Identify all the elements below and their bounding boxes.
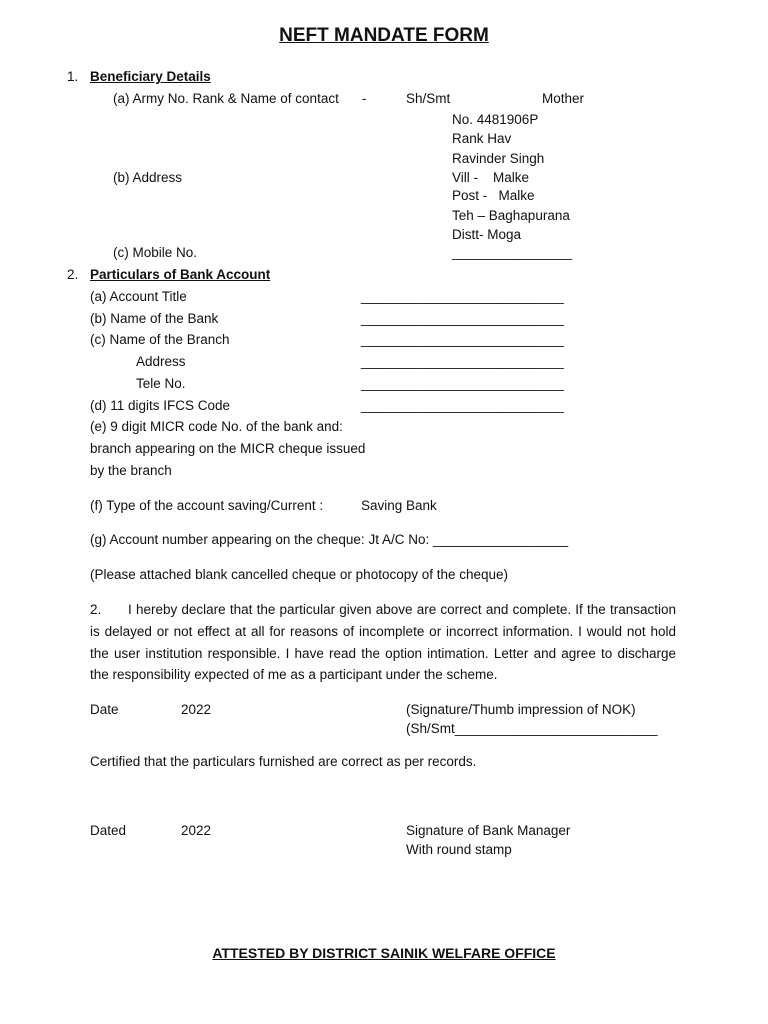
bank-name-blank[interactable]: ___________________________ [361, 311, 564, 326]
section2-heading: Particulars of Bank Account [90, 267, 271, 282]
section1-heading: Beneficiary Details [90, 69, 211, 84]
tele-no-blank[interactable]: ___________________________ [361, 376, 564, 391]
date-value: 2022 [181, 702, 212, 717]
branch-name-label: (c) Name of the Branch [90, 332, 230, 347]
micr-line: (e) 9 digit MICR code No. of the bank and: [90, 419, 343, 434]
dated-value: 2022 [181, 823, 212, 838]
tele-no-label: Tele No. [136, 376, 186, 391]
address-line: Distt- Moga [452, 227, 522, 242]
address-line: Rank Hav [452, 131, 512, 146]
attach-note: (Please attached blank cancelled cheque or photocopy of the cheque) [90, 567, 509, 582]
ifsc-code-label: (d) 11 digits IFCS Code [90, 398, 231, 413]
section1-number: 1. [67, 69, 79, 84]
address-line: No. 4481906P [452, 112, 539, 127]
branch-address-label: Address [136, 354, 186, 369]
branch-name-blank[interactable]: ___________________________ [361, 332, 564, 347]
page-title: NEFT MANDATE FORM [279, 25, 489, 46]
attestation-footer: ATTESTED BY DISTRICT SAINIK WELFARE OFFICE [212, 945, 556, 961]
address-line: Post - Malke [452, 188, 535, 203]
bank-manager-signature: Signature of Bank Manager [406, 823, 571, 838]
army-no-dash: - [362, 91, 367, 106]
declaration-paragraph [90, 599, 676, 686]
account-type-value: Saving Bank [361, 498, 437, 513]
address-line: Teh – Baghapurana [452, 208, 570, 223]
ifsc-code-blank[interactable]: ___________________________ [361, 398, 564, 413]
army-no-relation: Mother [542, 91, 585, 106]
micr-line: branch appearing on the MICR cheque issued [90, 441, 366, 456]
round-stamp-note: With round stamp [406, 842, 512, 857]
mobile-label: (c) Mobile No. [113, 245, 198, 260]
mobile-blank[interactable]: ________________ [452, 245, 573, 260]
army-no-shsmt: Sh/Smt [406, 91, 451, 106]
nok-name-line: (Sh/Smt___________________________ [406, 721, 658, 736]
bank-name-label: (b) Name of the Bank [90, 311, 219, 326]
army-no-label: (a) Army No. Rank & Name of contact [113, 91, 339, 106]
certified-statement: Certified that the particulars furnished are correct as per records. [90, 754, 477, 769]
nok-signature-line: (Signature/Thumb impression of NOK) [406, 702, 636, 717]
account-title-blank[interactable]: ___________________________ [361, 289, 564, 304]
dated-label: Dated [90, 823, 127, 838]
account-number-line: (g) Account number appearing on the cheque: Jt A/C No: __________________ [90, 532, 569, 547]
branch-address-blank[interactable]: ___________________________ [361, 354, 564, 369]
section2-number: 2. [67, 267, 79, 282]
account-type-label: (f) Type of the account saving/Current : [90, 498, 324, 513]
micr-line: by the branch [90, 463, 172, 478]
address-line: Ravinder Singh [452, 151, 545, 166]
declaration-number: 2. [90, 602, 102, 617]
account-title-label: (a) Account Title [90, 289, 187, 304]
address-line: Vill - Malke [452, 170, 530, 185]
address-label: (b) Address [113, 170, 183, 185]
date-label: Date [90, 702, 119, 717]
declaration-text: I hereby declare that the particular given above are correct and complete. If the transaction is delayed or not effect at all for reasons of incomplete or incorrect information. I would not hold the user institution responsible. I have read the option intimation. Letter and agree to discharge the responsibility expected of me as a participant under the scheme. [90, 602, 676, 683]
